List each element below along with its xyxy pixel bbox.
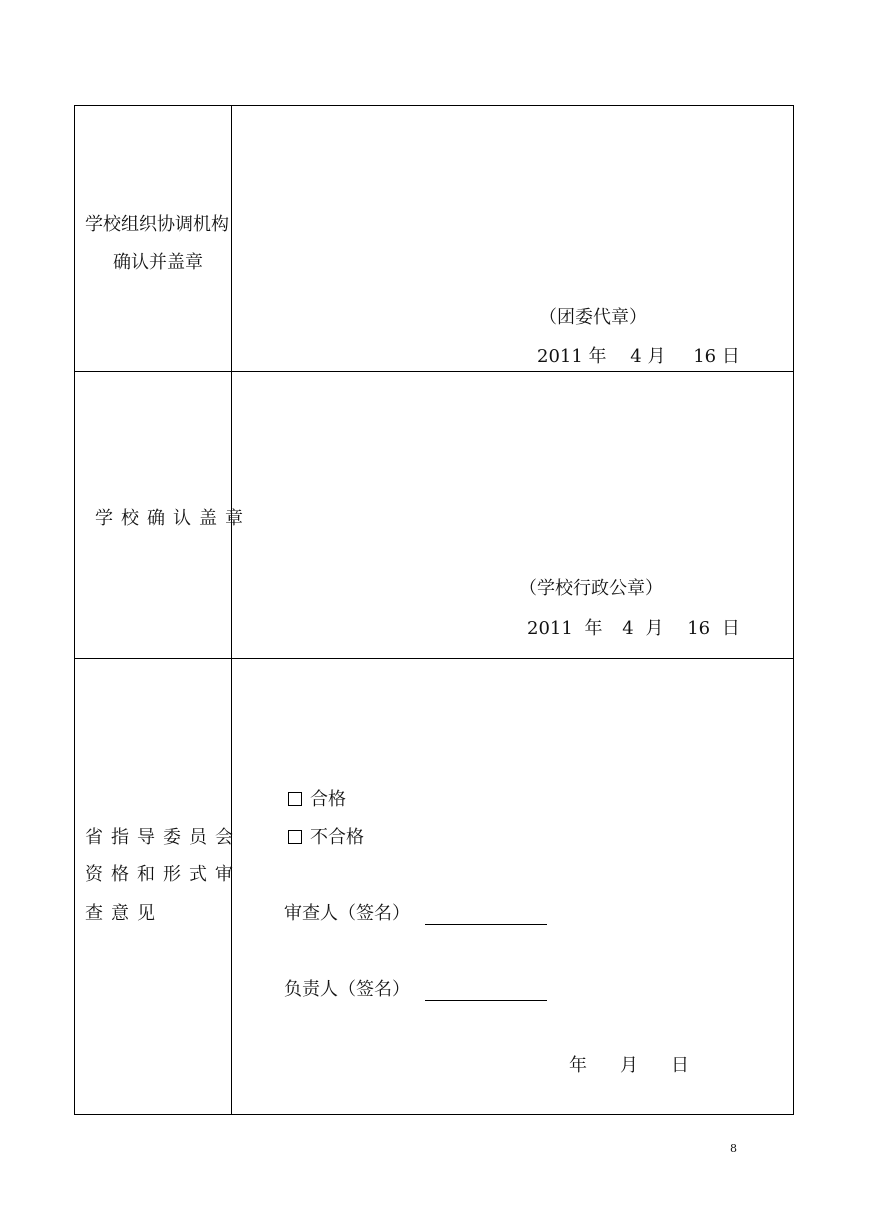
org-confirm-label-line1: 学校组织协调机构 <box>85 214 229 235</box>
org-date: 2011 年 4 月 16 日 <box>537 346 740 367</box>
column-divider <box>231 659 232 1114</box>
provincial-label-line2: 资格和形式审 <box>85 864 241 885</box>
review-date-year-unit: 年 <box>569 1055 587 1076</box>
option-pass[interactable] <box>288 791 346 809</box>
reviewer-signature-line[interactable] <box>425 924 547 925</box>
option-pass-label: 合格 <box>310 789 346 810</box>
school-date: 2011 年 4 月 16 日 <box>527 618 740 639</box>
org-date-day: 16 <box>693 346 717 367</box>
page-number: 8 <box>730 1142 737 1155</box>
provincial-label-line3: 查意见 <box>85 903 163 924</box>
school-date-month: 4 <box>622 618 634 639</box>
org-confirm-row <box>75 106 793 372</box>
option-fail[interactable] <box>288 829 364 847</box>
school-confirm-label: 学校确认盖章 <box>95 508 251 529</box>
option-fail-label: 不合格 <box>310 827 364 848</box>
responsible-signature-line[interactable] <box>425 1000 547 1001</box>
provincial-label-line1: 省指导委员会 <box>85 827 241 848</box>
approval-form-table <box>74 105 794 1115</box>
pass-checkbox[interactable] <box>288 792 302 806</box>
school-date-day: 16 <box>687 618 711 639</box>
school-stamp-text: （学校行政公章） <box>519 578 663 599</box>
school-confirm-row <box>75 372 793 659</box>
responsible-label: 负责人（签名） <box>284 979 410 1000</box>
org-date-month: 4 <box>630 346 642 367</box>
reviewer-label: 审查人（签名） <box>284 903 410 924</box>
school-date-year: 2011 <box>527 618 573 639</box>
org-confirm-label-line2: 确认并盖章 <box>113 252 203 273</box>
fail-checkbox[interactable] <box>288 830 302 844</box>
org-date-year: 2011 <box>537 346 583 367</box>
provincial-review-row <box>75 659 793 1114</box>
org-stamp-text: （团委代章） <box>539 307 647 328</box>
column-divider <box>231 106 232 371</box>
review-date-day-unit: 日 <box>671 1055 689 1076</box>
review-date-month-unit: 月 <box>620 1055 638 1076</box>
